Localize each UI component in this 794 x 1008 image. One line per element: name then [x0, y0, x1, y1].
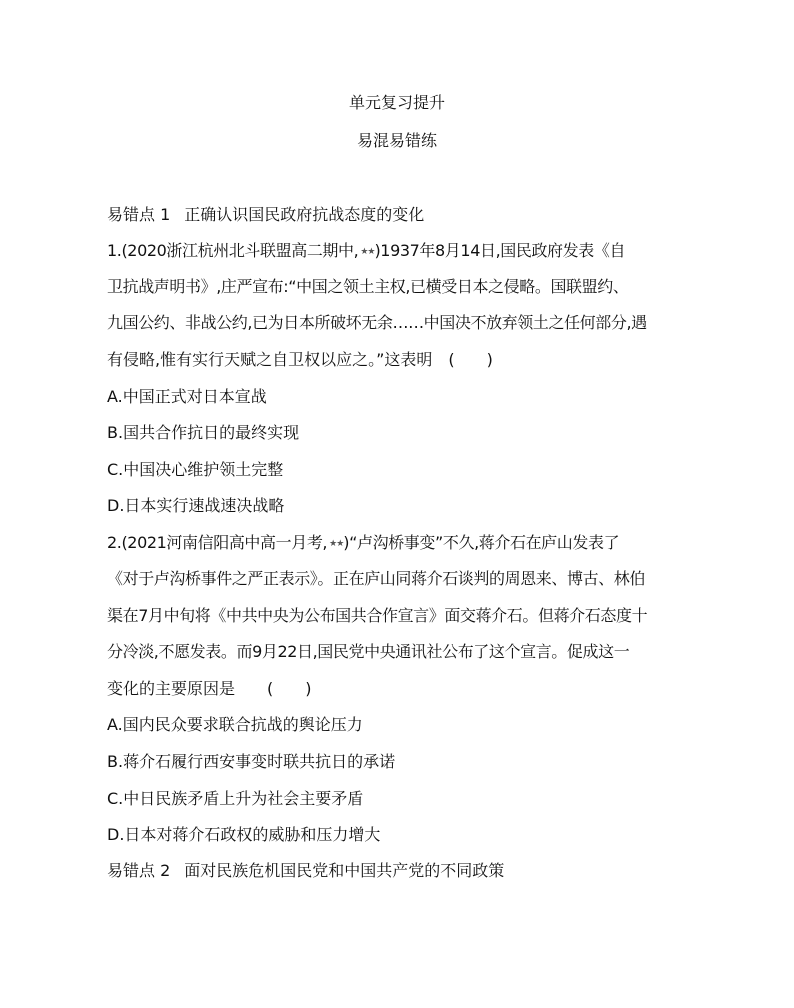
- answer-option: C.中日民族矛盾上升为社会主要矛盾: [107, 789, 364, 808]
- answer-option: D.日本实行速战速决战略: [107, 496, 285, 515]
- difficulty-stars-icon: ★★: [329, 539, 344, 549]
- section-label: 易错点 2: [107, 861, 171, 880]
- question-line: 有侵略,惟有实行天赋之自卫权以应之。”这表明 ( ): [107, 350, 493, 369]
- question-line: 分冷淡,不愿发表。而9月22日,国民党中央通讯社公布了这个宣言。促成这一: [107, 642, 630, 661]
- section-heading: [107, 860, 687, 882]
- section-title: 面对民族危机国民党和中国共产党的不同政策: [184, 861, 505, 880]
- question-line: 渠在7月中旬将《中共中央为公布国共合作宣言》面交蒋介石。但蒋介石态度十: [107, 606, 648, 625]
- section-label: 易错点 1: [107, 205, 171, 224]
- question-text: 1.(2020浙江杭州北斗联盟高二期中,: [107, 241, 359, 260]
- difficulty-stars-icon: ★★: [360, 247, 375, 257]
- question-line: [107, 532, 687, 555]
- question-text: )1937年8月14日,国民政府发表《自: [374, 241, 626, 260]
- answer-option: D.日本对蒋介石政权的威胁和压力增大: [107, 825, 381, 844]
- answer-option: B.蒋介石履行西安事变时联共抗日的承诺: [107, 752, 396, 771]
- answer-option: C.中国决心维护领土完整: [107, 460, 284, 479]
- question-line: 变化的主要原因是 ( ): [107, 679, 312, 698]
- page-title: 单元复习提升: [348, 93, 445, 112]
- answer-option: A.国内民众要求联合抗战的舆论压力: [107, 715, 363, 734]
- section-title: 正确认识国民政府抗战态度的变化: [184, 205, 425, 224]
- question-line: 卫抗战声明书》,庄严宣布:“中国之领土主权,已横受日本之侵略。国联盟约、: [107, 277, 629, 296]
- section-heading: [107, 204, 687, 226]
- answer-option: B.国共合作抗日的最终实现: [107, 423, 300, 442]
- answer-option: A.中国正式对日本宣战: [107, 387, 267, 406]
- question-line: [107, 240, 687, 263]
- question-text: 2.(2021河南信阳高中高一月考,: [107, 533, 328, 552]
- question-line: 《对于卢沟桥事件之严正表示》。正在庐山同蒋介石谈判的周恩来、博古、林伯: [107, 569, 646, 588]
- question-text: )“卢沟桥事变”不久,蒋介石在庐山发表了: [343, 533, 620, 552]
- question-line: 九国公约、非战公约,已为日本所破坏无余……中国决不放弃领土之任何部分,遇: [107, 313, 647, 332]
- page-subtitle: 易混易错练: [356, 131, 437, 150]
